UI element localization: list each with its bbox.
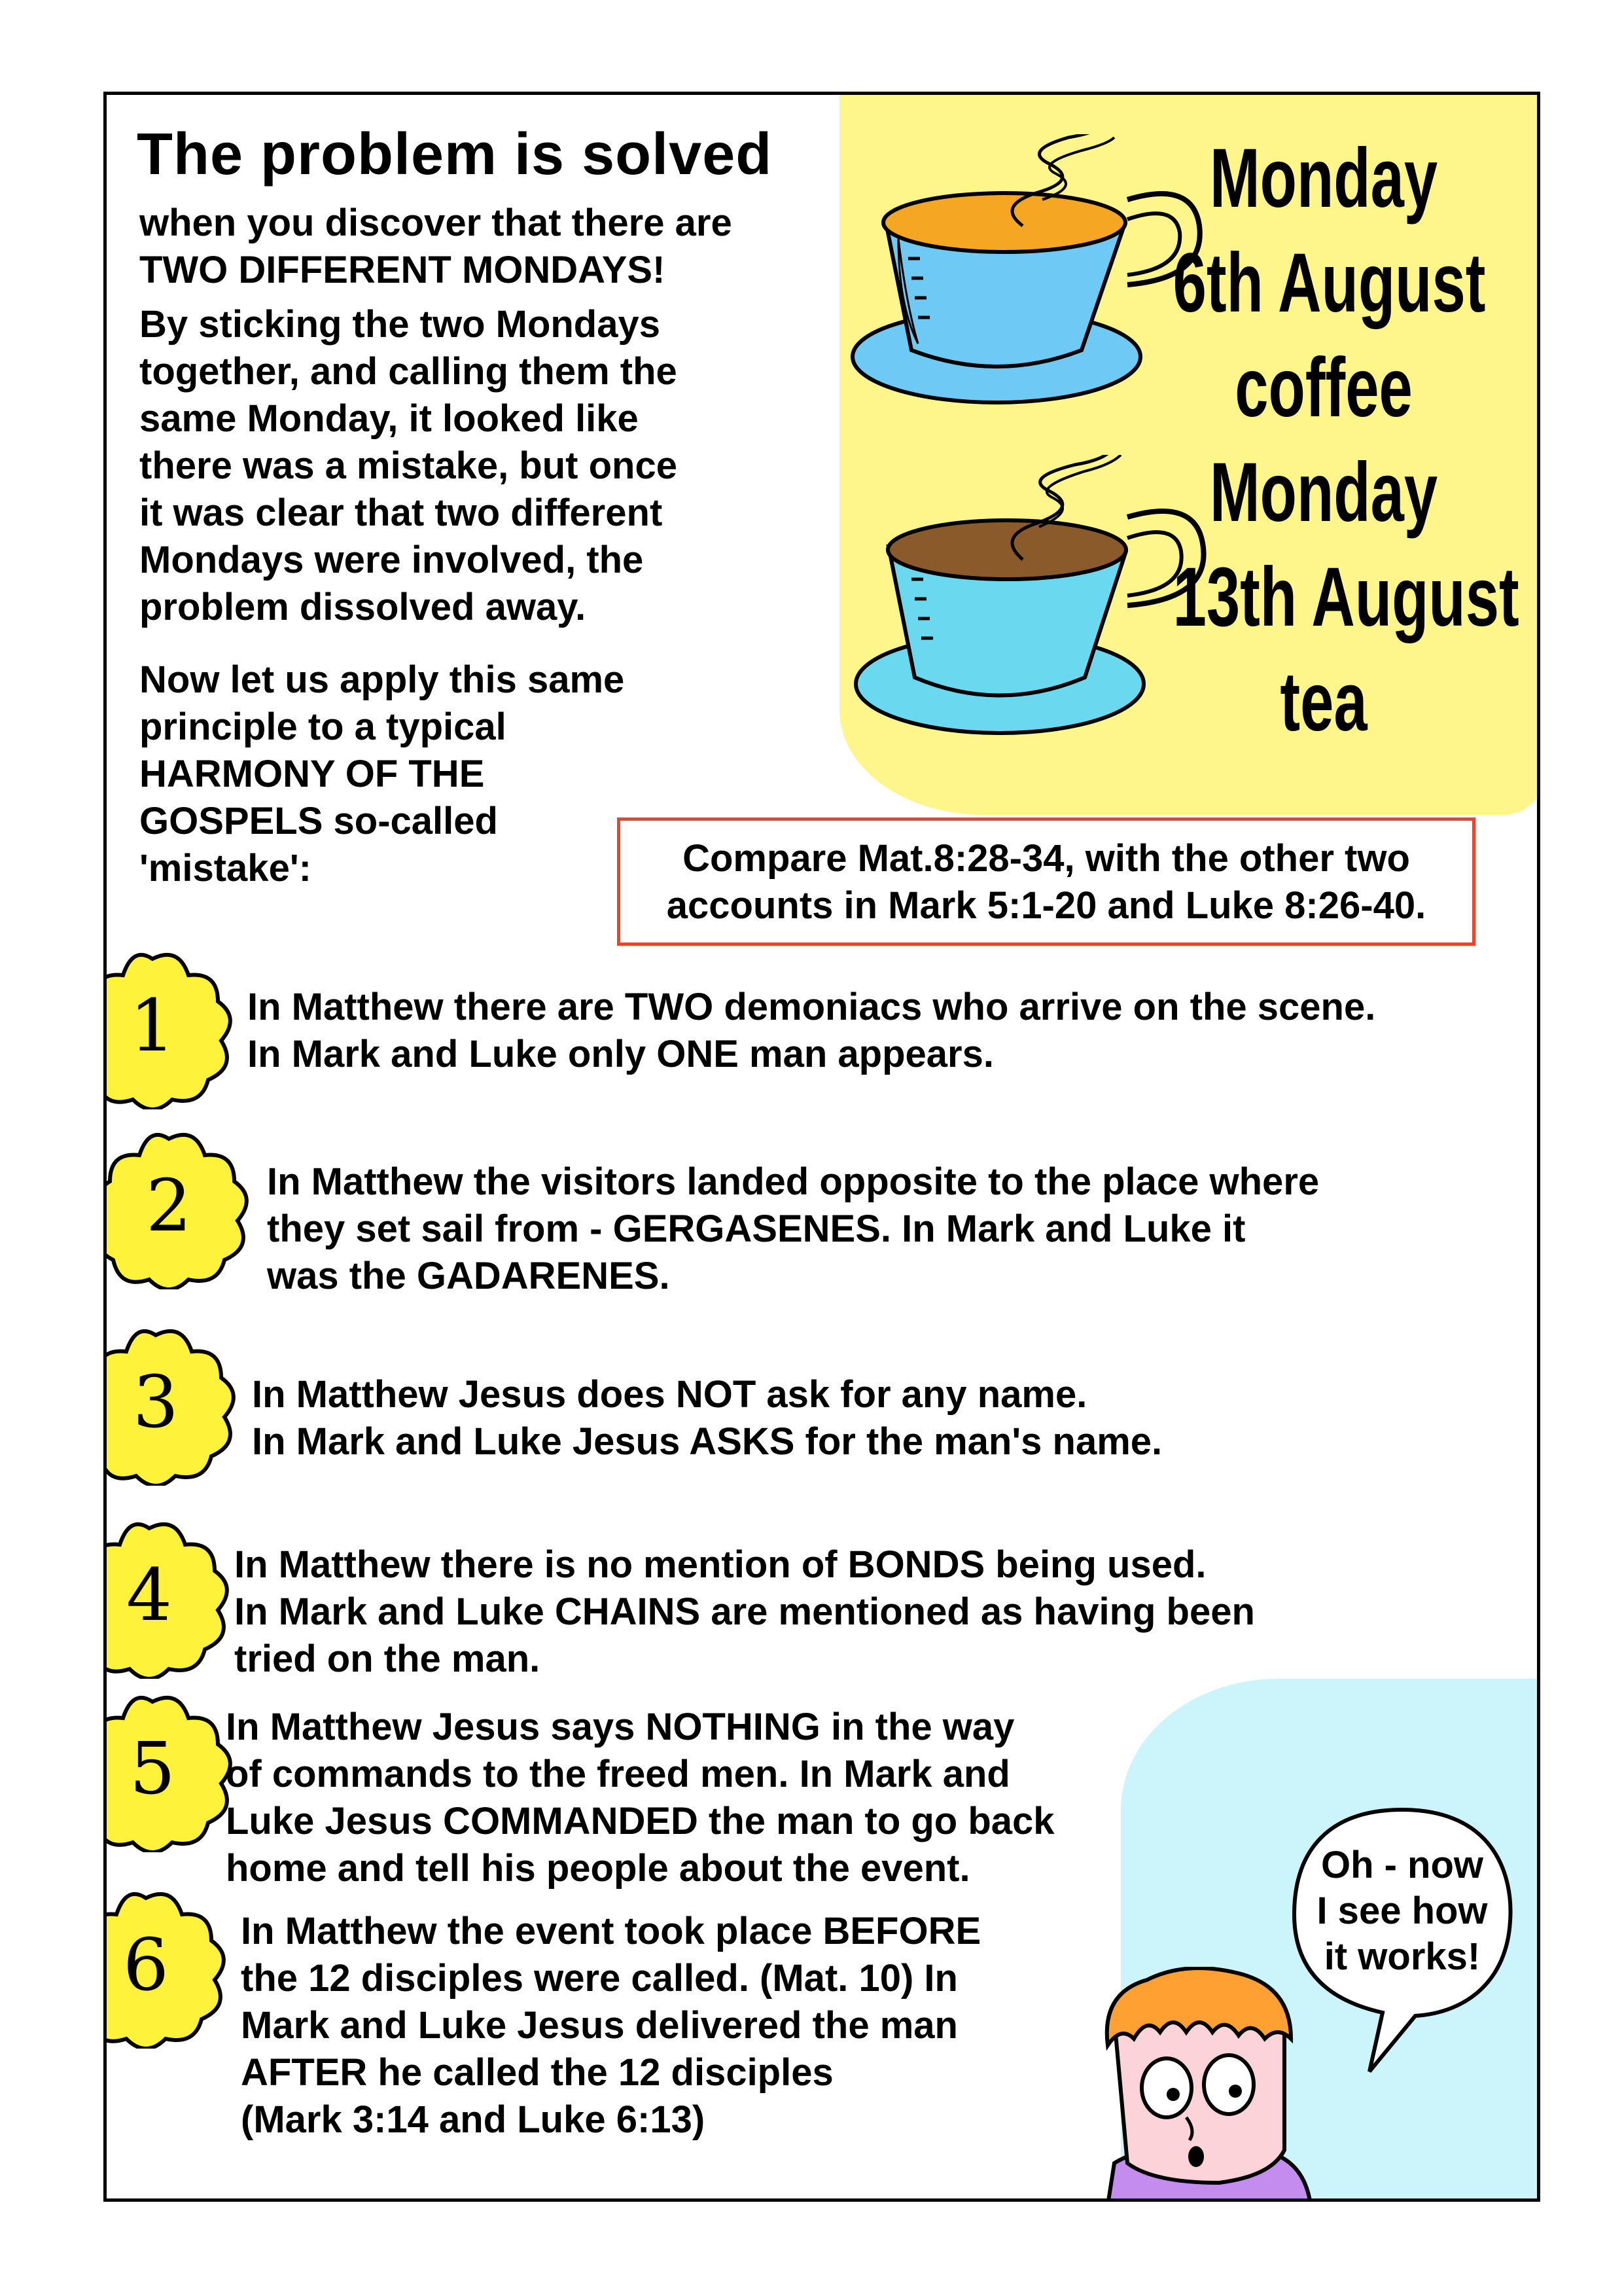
bubble-line: it works!: [1324, 1935, 1481, 1978]
bubble-line: I see how: [1316, 1890, 1488, 1932]
badge-number: 1: [130, 984, 175, 1067]
item-line: In Matthew there are TWO demoniacs who arrive on the scene.: [247, 986, 1376, 1028]
para2-line: 'mistake':: [139, 847, 311, 889]
item-1-text: [247, 984, 1375, 1078]
compare-line: Compare Mat.8:28-34, with the other two: [682, 837, 1410, 880]
monday-line: coffee: [1235, 341, 1413, 435]
para1-line: there was a mistake, but once: [139, 444, 677, 487]
monday-line: 6th August: [1173, 236, 1486, 330]
item-line: Luke Jesus COMMANDED the man to go back: [226, 1800, 1055, 1842]
monday-line: 13th August: [1173, 550, 1519, 644]
para1-line: same Monday, it looked like: [139, 397, 639, 440]
item-line: of commands to the freed men. In Mark and: [226, 1753, 1010, 1795]
item-line: was the GADARENES.: [267, 1255, 670, 1297]
para1-line: Mondays were involved, the: [139, 539, 644, 581]
badge-number: 3: [133, 1360, 179, 1444]
item-line: they set sail from - GERGASENES. In Mark and Luke it: [267, 1208, 1246, 1250]
paragraph-2: [139, 656, 624, 892]
item-line: In Matthew Jesus says NOTHING in the way: [226, 1706, 1015, 1748]
badge-number: 6: [123, 1923, 169, 2007]
item-line: In Mark and Luke CHAINS are mentioned as having been: [234, 1590, 1255, 1633]
page-frame: [103, 92, 1540, 2202]
para1-line: problem dissolved away.: [139, 586, 586, 628]
number-badge-2: [103, 1126, 251, 1289]
number-badge-4: [103, 1515, 231, 1679]
intro-line: TWO DIFFERENT MONDAYS!: [139, 249, 665, 291]
para2-line: Now let us apply this same: [139, 658, 625, 701]
monday-line: Monday: [1209, 132, 1438, 225]
number-badge-1: [103, 946, 234, 1109]
paragraph-1: [139, 301, 677, 631]
bubble-text: [1294, 1842, 1510, 1980]
monday-line: Monday: [1209, 446, 1438, 539]
bubble-line: Oh - now: [1320, 1844, 1484, 1886]
cartoon-boy-icon: [1088, 1967, 1363, 2202]
number-badge-6: [103, 1885, 228, 2049]
item-line: In Matthew the visitors landed opposite to the place where: [267, 1160, 1320, 1203]
item-line: (Mark 3:14 and Luke 6:13): [241, 2098, 705, 2141]
item-line: In Matthew Jesus does NOT ask for any name.: [252, 1373, 1087, 1416]
number-badge-5: [103, 1689, 234, 1852]
item-line: AFTER he called the 12 disciples: [241, 2051, 834, 2094]
item-line: In Mark and Luke only ONE man appears.: [247, 1033, 994, 1075]
compare-line: accounts in Mark 5:1-20 and Luke 8:26-40.: [666, 884, 1426, 927]
mondays-block: [1114, 126, 1533, 755]
badge-number: 5: [130, 1727, 175, 1810]
badge-number: 2: [146, 1164, 192, 1247]
para1-line: it was clear that two different: [139, 492, 663, 534]
para2-line: principle to a typical: [139, 706, 506, 748]
item-line: home and tell his people about the event.: [226, 1847, 970, 1890]
badge-number: 4: [126, 1553, 172, 1637]
item-line: In Matthew the event took place BEFORE: [241, 1910, 981, 1952]
page-title: The problem is solved: [137, 122, 773, 187]
monday-line: tea: [1280, 655, 1368, 749]
para2-line: GOSPELS so-called: [139, 800, 498, 842]
intro-line: when you discover that there are: [139, 202, 732, 244]
item-line: tried on the man.: [234, 1638, 540, 1680]
para1-line: together, and calling them the: [139, 350, 677, 393]
para1-line: By sticking the two Mondays: [139, 303, 660, 346]
item-line: In Matthew there is no mention of BONDS being used.: [234, 1543, 1207, 1586]
para2-line: HARMONY OF THE: [139, 753, 485, 795]
compare-box: [617, 817, 1475, 946]
item-6-text: [241, 1908, 981, 2144]
item-2-text: [267, 1158, 1319, 1300]
item-3-text: [252, 1371, 1162, 1465]
item-line: In Mark and Luke Jesus ASKS for the man's name.: [252, 1420, 1163, 1463]
item-4-text: [234, 1541, 1255, 1683]
item-line: Mark and Luke Jesus delivered the man: [241, 2004, 958, 2047]
item-5-text: [226, 1704, 1055, 1892]
number-badge-3: [103, 1322, 238, 1486]
intro-text: [139, 200, 732, 294]
item-line: the 12 disciples were called. (Mat. 10) In: [241, 1957, 958, 2000]
